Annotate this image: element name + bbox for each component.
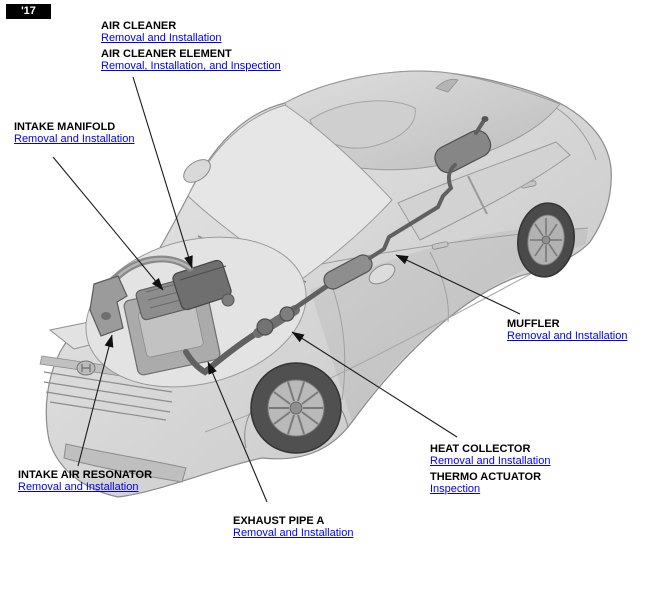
exhaust-pipe-a-link[interactable]: Removal and Installation xyxy=(233,527,354,539)
front-hub xyxy=(290,402,302,414)
resonator-port xyxy=(101,312,111,320)
thermo-actuator-part xyxy=(280,307,294,321)
tailpipe-tip xyxy=(482,116,489,122)
leader-line-air-cleaner xyxy=(133,77,192,268)
rear-hub xyxy=(542,236,550,244)
callout-heat-collector xyxy=(430,443,550,495)
air-cleaner-element-title: AIR CLEANER ELEMENT xyxy=(101,48,232,60)
intake-manifold-link[interactable]: Removal and Installation xyxy=(14,133,135,145)
muffler-link[interactable]: Removal and Installation xyxy=(507,330,628,342)
intake-manifold-title: INTAKE MANIFOLD xyxy=(14,121,116,133)
air-cleaner-title: AIR CLEANER xyxy=(101,20,177,32)
callout-muffler xyxy=(507,318,627,342)
thermo-actuator-title: THERMO ACTUATOR xyxy=(430,471,542,483)
callout-exhaust-pipe-a xyxy=(233,515,353,539)
muffler-title: MUFFLER xyxy=(507,318,560,330)
pulley xyxy=(222,294,234,306)
heat-collector-part xyxy=(257,319,273,335)
leader-line-intake-manifold xyxy=(53,157,163,290)
callout-air-cleaner xyxy=(101,20,281,72)
heat-collector-link[interactable]: Removal and Installation xyxy=(430,455,551,467)
air-cleaner-link[interactable]: Removal and Installation xyxy=(101,32,222,44)
exhaust-pipe-a-title: EXHAUST PIPE A xyxy=(233,515,325,527)
intake-air-resonator-link[interactable]: Removal and Installation xyxy=(18,481,139,493)
air-cleaner-element-link[interactable]: Removal, Installation, and Inspection xyxy=(101,60,281,72)
callout-intake-manifold xyxy=(14,121,134,145)
callout-intake-air-resonator xyxy=(18,469,152,493)
intake-air-resonator-title: INTAKE AIR RESONATOR xyxy=(18,469,153,481)
thermo-actuator-link[interactable]: Inspection xyxy=(430,483,481,495)
heat-collector-title: HEAT COLLECTOR xyxy=(430,443,531,455)
model-year-badge: '17 xyxy=(6,4,51,19)
